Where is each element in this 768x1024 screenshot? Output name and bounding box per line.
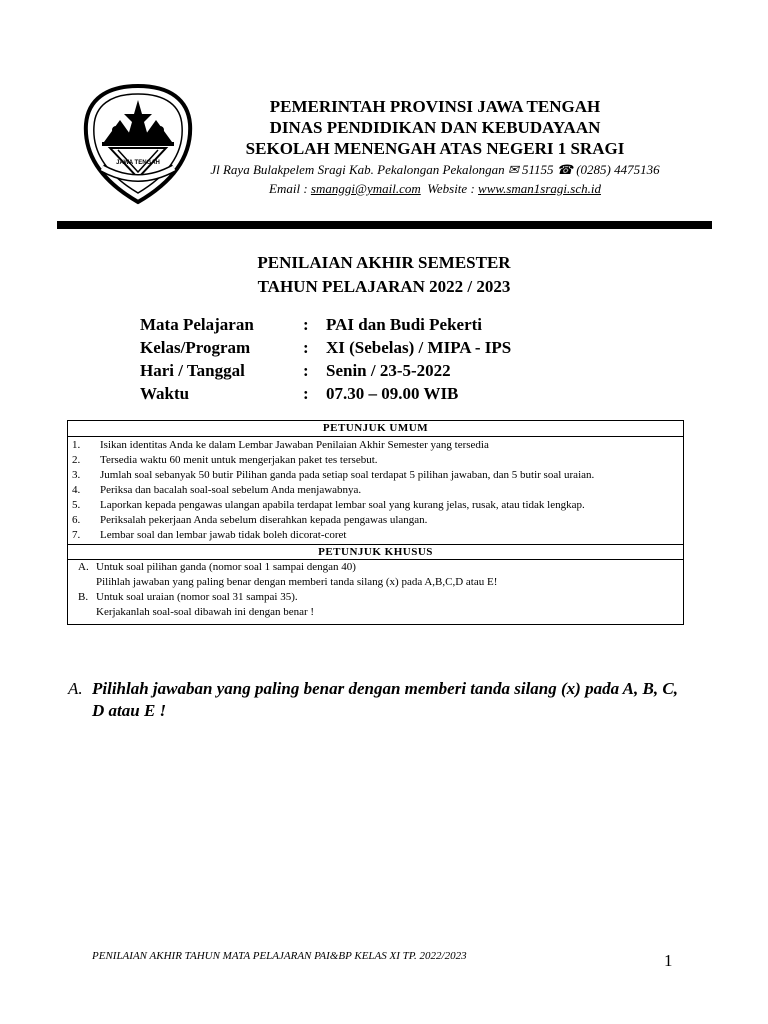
page-number: 1 xyxy=(664,951,673,970)
item-text: Jumlah soal sebanyak 50 butir Pilihan ganda pada setiap soal terdapat 5 pilihan jawaban, dan 5 butir soal uraian. xyxy=(100,469,595,481)
exam-year: TAHUN PELAJARAN 2022 / 2023 xyxy=(257,277,511,296)
info-colon: : xyxy=(303,361,309,380)
info-colon: : xyxy=(303,384,309,403)
letterhead xyxy=(200,96,670,198)
info-colon: : xyxy=(303,338,309,357)
contact-line xyxy=(200,180,670,198)
list-item xyxy=(72,498,677,513)
item-text: Periksalah pekerjaan Anda sebelum diserahkan kepada pengawas ulangan. xyxy=(100,514,428,526)
page-footer: PENILAIAN AKHIR TAHUN MATA PELAJARAN PAI&BP KELAS XI TP. 2022/2023 xyxy=(92,950,467,962)
info-value: PAI dan Budi Pekerti xyxy=(326,315,483,334)
info-row-class xyxy=(140,338,620,361)
letterhead-line2: DINAS PENDIDIKAN DAN KEBUDAYAAN xyxy=(269,118,601,137)
item-number: B. xyxy=(78,591,89,603)
item-text: Lembar soal dan lembar jawab tidak boleh dicorat-coret xyxy=(100,529,347,541)
special-instructions-heading: PETUNJUK KHUSUS xyxy=(68,544,683,560)
info-row-time xyxy=(140,384,620,407)
item-number: 5. xyxy=(72,499,81,511)
item-number: 3. xyxy=(72,469,81,481)
website-label: Website : xyxy=(420,181,479,196)
section-label: A. xyxy=(68,679,83,698)
item-text: Untuk soal pilihan ganda (nomor soal 1 sampai dengan 40) xyxy=(96,561,356,573)
item-text: Tersedia waktu 60 menit untuk mengerjakan paket tes tersebut. xyxy=(100,454,378,466)
special-instructions xyxy=(68,560,683,624)
list-item xyxy=(72,513,677,528)
letterhead-line3: SEKOLAH MENENGAH ATAS NEGERI 1 SRAGI xyxy=(245,139,625,158)
letterhead-line1: PEMERINTAH PROVINSI JAWA TENGAH xyxy=(269,97,601,116)
website-link[interactable]: www.sman1sragi.sch.id xyxy=(478,181,601,196)
instructions-box xyxy=(67,420,684,625)
list-item xyxy=(72,528,677,543)
letterhead-divider xyxy=(57,221,712,229)
info-value: XI (Sebelas) / MIPA - IPS xyxy=(326,338,512,357)
general-instructions-list xyxy=(68,437,683,544)
info-key: Waktu xyxy=(140,384,190,403)
item-number: 2. xyxy=(72,454,81,466)
email-link[interactable]: smanggi@ymail.com xyxy=(310,181,421,196)
item-text: Periksa dan bacalah soal-soal sebelum Anda menjawabnya. xyxy=(100,484,362,496)
item-number: 7. xyxy=(72,529,81,541)
info-row-subject xyxy=(140,315,620,338)
item-text: Untuk soal uraian (nomor soal 31 sampai 35). xyxy=(96,591,298,603)
exam-info xyxy=(140,315,620,407)
info-value: Senin / 23-5-2022 xyxy=(326,361,451,380)
logo-text: JAWA TENGAH xyxy=(116,160,160,166)
special-item-a xyxy=(78,560,677,575)
item-number: 6. xyxy=(72,514,81,526)
info-key: Hari / Tanggal xyxy=(140,361,245,380)
general-instructions-heading: PETUNJUK UMUM xyxy=(68,421,683,437)
email-label: Email : xyxy=(269,181,311,196)
special-item-b xyxy=(78,590,677,605)
item-number: 1. xyxy=(72,439,81,451)
info-colon: : xyxy=(303,315,309,334)
special-item-b-note: Kerjakanlah soal-soal dibawah ini dengan benar ! xyxy=(96,606,315,618)
section-a-instruction xyxy=(68,678,688,722)
list-item xyxy=(72,468,677,483)
list-item xyxy=(72,438,677,453)
exam-title: PENILAIAN AKHIR SEMESTER xyxy=(257,253,511,272)
section-text: Pilihlah jawaban yang paling benar dengan memberi tanda silang (x) pada A, B, C, D atau E ! xyxy=(92,679,678,720)
item-text: Laporkan kepada pengawas ulangan apabila terdapat lembar soal yang kurang jelas, rusak, atau tidak lengkap. xyxy=(100,499,585,511)
school-address: Jl Raya Bulakpelem Sragi Kab. Pekalongan Pekalongan ✉ 51155 ☎ (0285) 4475136 xyxy=(210,162,660,177)
item-number: A. xyxy=(78,561,89,573)
info-key: Kelas/Program xyxy=(140,338,251,357)
info-key: Mata Pelajaran xyxy=(140,315,254,334)
list-item xyxy=(72,453,677,468)
list-item xyxy=(72,483,677,498)
item-text: Isikan identitas Anda ke dalam Lembar Jawaban Penilaian Akhir Semester yang tersedia xyxy=(100,439,489,451)
item-number: 4. xyxy=(72,484,81,496)
special-item-a-note: Pilihlah jawaban yang paling benar dengan memberi tanda silang (x) pada A,B,C,D atau E! xyxy=(96,576,498,588)
info-row-date xyxy=(140,361,620,384)
info-value: 07.30 – 09.00 WIB xyxy=(326,384,459,403)
province-logo xyxy=(80,80,196,208)
